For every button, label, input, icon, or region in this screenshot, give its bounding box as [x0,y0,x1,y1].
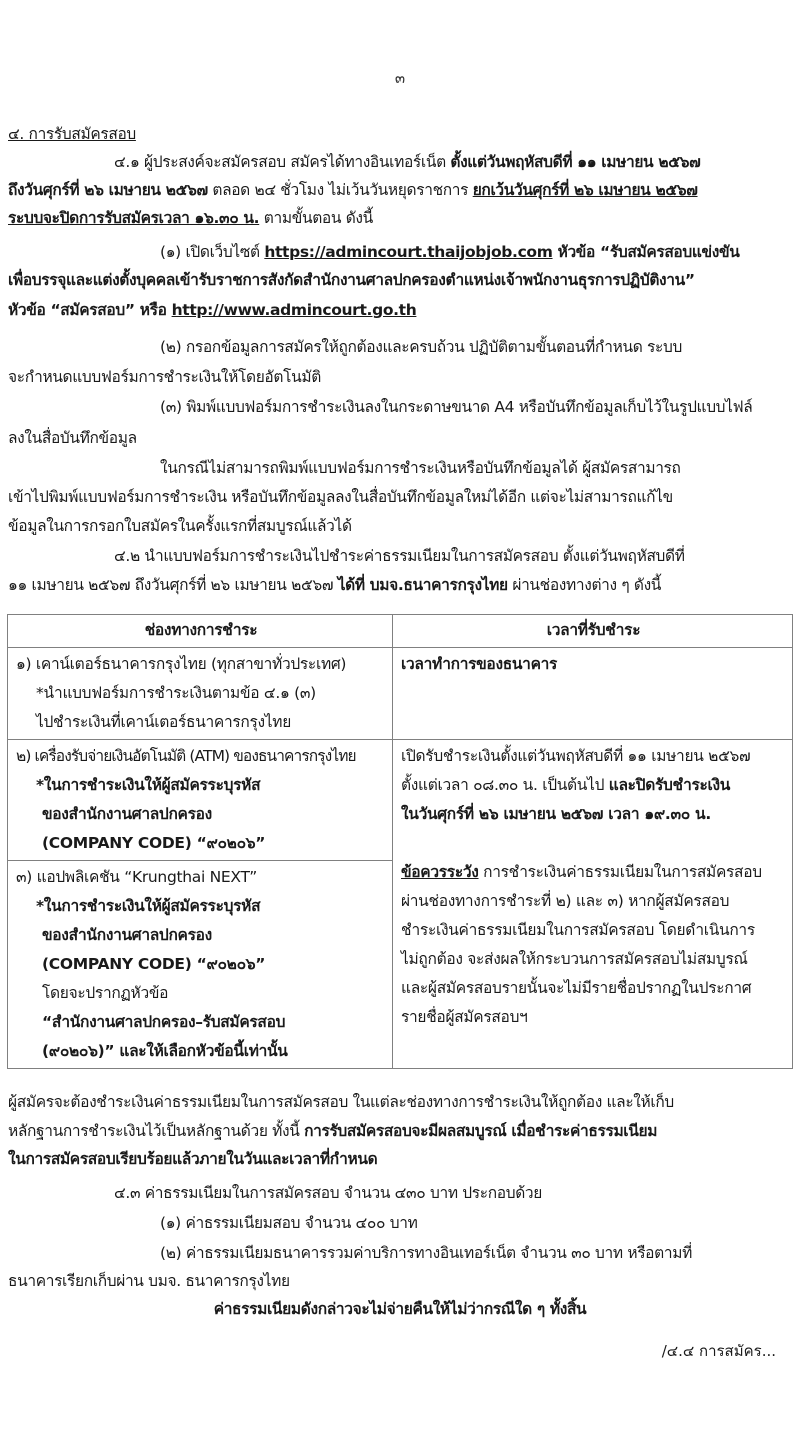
after-table-line2 [8,1118,792,1144]
caution-text: และผู้สมัครสอบรายนั้นจะไม่มีรายชื่อปรากฏในประกาศ [401,979,752,997]
channel-title: ๑) เคาน์เตอร์ธนาคารกรุงไทย (ทุกสาขาทั่วประเทศ) [16,655,347,673]
note-line1: ในกรณีไม่สามารถพิมพ์แบบฟอร์มการชำระเงินหรือบันทึกข้อมูลได้ ผู้สมัครสามารถ [160,459,681,477]
p4-1-line3 [8,205,792,231]
channel-title: ๒) เครื่องรับจ่ายเงินอัตโนมัติ (ATM) ของธนาคารกรุงไทย [16,747,356,765]
p4-1-start-date: ตั้งแต่วันพฤหัสบดีที่ ๑๑ เมษายน ๒๕๖๗ [450,153,701,171]
caution-label: ข้อควรระวัง [401,863,479,881]
open-time: ตั้งแต่เวลา ๐๘.๓๐ น. เป็นต้นไป [401,776,609,794]
time-atm-app [393,740,793,1069]
p4-1-end-date: ถึงวันศุกร์ที่ ๒๖ เมษายน ๒๕๖๗ [8,181,208,199]
channel-app [8,861,393,1069]
app-topic: (๙๐๒๐๖)” และให้เลือกหัวข้อนี้เท่านั้น [42,1042,288,1060]
step1-topic: หัวข้อ “สมัครสอบ” หรือ [8,301,172,319]
p4-1-text: ตามขั้นตอน ดังนี้ [259,209,373,227]
channel-title: ๓) แอปพลิเคชัน “Krungthai NEXT” [16,868,258,886]
caution-text: การชำระเงินค่าธรรมเนียมในการสมัครสอบ [478,863,762,881]
step1-line1 [160,239,792,265]
caution-text: ผ่านช่องทางการชำระที่ ๒) และ ๓) หากผู้สมัครสอบ [401,892,730,910]
step1-line2: เพื่อบรรจุและแต่งตั้งบุคคลเข้ารับราชการสังกัดสำนักงานศาลปกครองตำแหน่งเจ้าพนักงานธุรการปฏิบัติงาน” [8,271,695,289]
step2-line2: จะกำหนดแบบฟอร์มการชำระเงินให้โดยอัตโนมัติ [8,368,321,386]
app-topic: “สำนักงานศาลปกครอง–รับสมัครสอบ [42,1013,286,1031]
close-label: และปิดรับชำระเงิน [608,776,731,794]
p4-2-text: ๑๑ เมษายน ๒๕๖๗ ถึงวันศุกร์ที่ ๒๖ เมษายน ๒๕๖๗ [8,576,338,594]
channel-note: *ในการชำระเงินให้ผู้สมัครระบุรหัส [36,776,261,794]
p4-1-line2 [8,177,792,203]
p4-2-bank: ได้ที่ บมจ.ธนาคารกรุงไทย [337,576,508,594]
note-line2: เข้าไปพิมพ์แบบฟอร์มการชำระเงิน หรือบันทึกข้อมูลลงในสื่อบันทึกข้อมูลใหม่ได้อีก แต่จะไม่สามารถแก้ไข [8,488,673,506]
channel-note: โดยจะปรากฏหัวข้อ [42,984,169,1002]
p4-1-text: ตลอด ๒๔ ชั่วโมง ไม่เว้นวันหยุดราชการ [207,181,473,199]
step1-text: (๑) เปิดเว็บไซต์ [160,243,265,261]
channel-note: *ในการชำระเงินให้ผู้สมัครระบุรหัส [36,897,261,915]
p4-1-exception: ยกเว้นวันศุกร์ที่ ๒๖ เมษายน ๒๕๖๗ [472,181,698,199]
channel-note: ของสำนักงานศาลปกครอง [42,805,212,823]
header-time: เวลาที่รับชำระ [393,615,793,648]
p4-1-line1 [114,149,792,175]
after-table-emphasis: การรับสมัครสอบจะมีผลสมบูรณ์ เมื่อชำระค่าธรรมเนียม [304,1122,658,1140]
channel-note: *นำแบบฟอร์มการชำระเงินตามข้อ ๔.๑ (๓) [36,684,316,702]
p4-1-text: ๔.๑ ผู้ประสงค์จะสมัครสอบ สมัครได้ทางอินเทอร์เน็ต [114,153,451,171]
open-date: เปิดรับชำระเงินตั้งแต่วันพฤหัสบดีที่ ๑๑ เมษายน ๒๕๖๗ [401,747,751,765]
channel-note: ไปชำระเงินที่เคาน์เตอร์ธนาคารกรุงไทย [36,713,291,731]
thaijobjob-link[interactable]: https://admincourt.thaijobjob.com [264,243,553,261]
no-refund-notice: ค่าธรรมเนียมดังกล่าวจะไม่จ่ายคืนให้ไม่ว่ากรณีใด ๆ ทั้งสิ้น [213,1300,587,1318]
channel-counter [8,648,393,740]
step2-line1: (๒) กรอกข้อมูลการสมัครให้ถูกต้องและครบถ้วน ปฏิบัติตามขั้นตอนที่กำหนด ระบบ [160,338,682,356]
fees-item2-line2: ธนาคารเรียกเก็บผ่าน บมจ. ธนาคารกรุงไทย [8,1272,290,1290]
step3-line1: (๓) พิมพ์แบบฟอร์มการชำระเงินลงในกระดาษขนาด A4 หรือบันทึกข้อมูลเก็บไว้ในรูปแบบไฟล์ [160,398,753,416]
p4-1-close-time: ระบบจะปิดการรับสมัครเวลา ๑๖.๓๐ น. [8,209,260,227]
step3-line2: ลงในสื่อบันทึกข้อมูล [8,429,137,447]
admincourt-link[interactable]: http://www.admincourt.go.th [171,301,417,319]
p4-2-text: ผ่านช่องทางต่าง ๆ ดังนี้ [507,576,662,594]
channel-atm [8,740,393,861]
company-code: (COMPANY CODE) “๙๐๒๐๖” [42,834,266,852]
p4-2-line1: ๔.๒ นำแบบฟอร์มการชำระเงินไปชำระค่าธรรมเนียมในการสมัครสอบ ตั้งแต่วันพฤหัสบดีที่ [114,547,685,565]
bank-hours: เวลาทำการของธนาคาร [401,655,558,673]
header-channel: ช่องทางการชำระ [8,615,393,648]
section-heading [8,121,792,147]
channel-note: ของสำนักงานศาลปกครอง [42,926,212,944]
fees-item1: (๑) ค่าธรรมเนียมสอบ จำนวน ๔๐๐ บาท [160,1214,418,1232]
payment-channels-table [7,614,792,1071]
caution-text: ชำระเงินค่าธรรมเนียมในการสมัครสอบ โดยดำเนินการ [401,921,755,939]
company-code: (COMPANY CODE) “๙๐๒๐๖” [42,955,266,973]
fees-item2-line1: (๒) ค่าธรรมเนียมธนาคารรวมค่าบริการทางอินเทอร์เน็ต จำนวน ๓๐ บาท หรือตามที่ [160,1244,692,1262]
after-table-line1: ผู้สมัครจะต้องชำระเงินค่าธรรมเนียมในการสมัครสอบ ในแต่ละช่องทางการชำระเงินให้ถูกต้อง และให้เก็บ [8,1093,674,1111]
table-row [8,648,793,740]
time-counter [393,648,793,740]
table-header-row [8,615,793,648]
caution-text: รายชื่อผู้สมัครสอบฯ [401,1008,528,1026]
caution-text: ไม่ถูกต้อง จะส่งผลให้กระบวนการสมัครสอบไม่สมบูรณ์ [401,950,748,968]
page-number: ๓ [394,69,406,87]
after-table-text: หลักฐานการชำระเงินไว้เป็นหลักฐานด้วย ทั้งนี้ [8,1122,305,1140]
step1-line3 [8,297,792,323]
table-row [8,740,793,861]
next-page-reference: /๔.๔ การสมัคร... [661,1342,776,1360]
close-datetime: ในวันศุกร์ที่ ๒๖ เมษายน ๒๕๖๗ เวลา ๑๙.๓๐ น. [401,805,711,823]
after-table-line3: ในการสมัครสอบเรียบร้อยแล้วภายในวันและเวลาที่กำหนด [8,1150,378,1168]
p4-2-line2 [8,572,792,598]
note-line3: ข้อมูลในการกรอกใบสมัครในครั้งแรกที่สมบูรณ์แล้วได้ [8,517,352,535]
spacer [401,829,786,858]
section-heading-text: ๔. การรับสมัครสอบ [8,125,136,143]
fees-total: ๔.๓ ค่าธรรมเนียมในการสมัครสอบ จำนวน ๔๓๐ บาท ประกอบด้วย [114,1184,542,1202]
step1-topic: หัวข้อ “รับสมัครสอบแข่งขัน [552,243,740,261]
